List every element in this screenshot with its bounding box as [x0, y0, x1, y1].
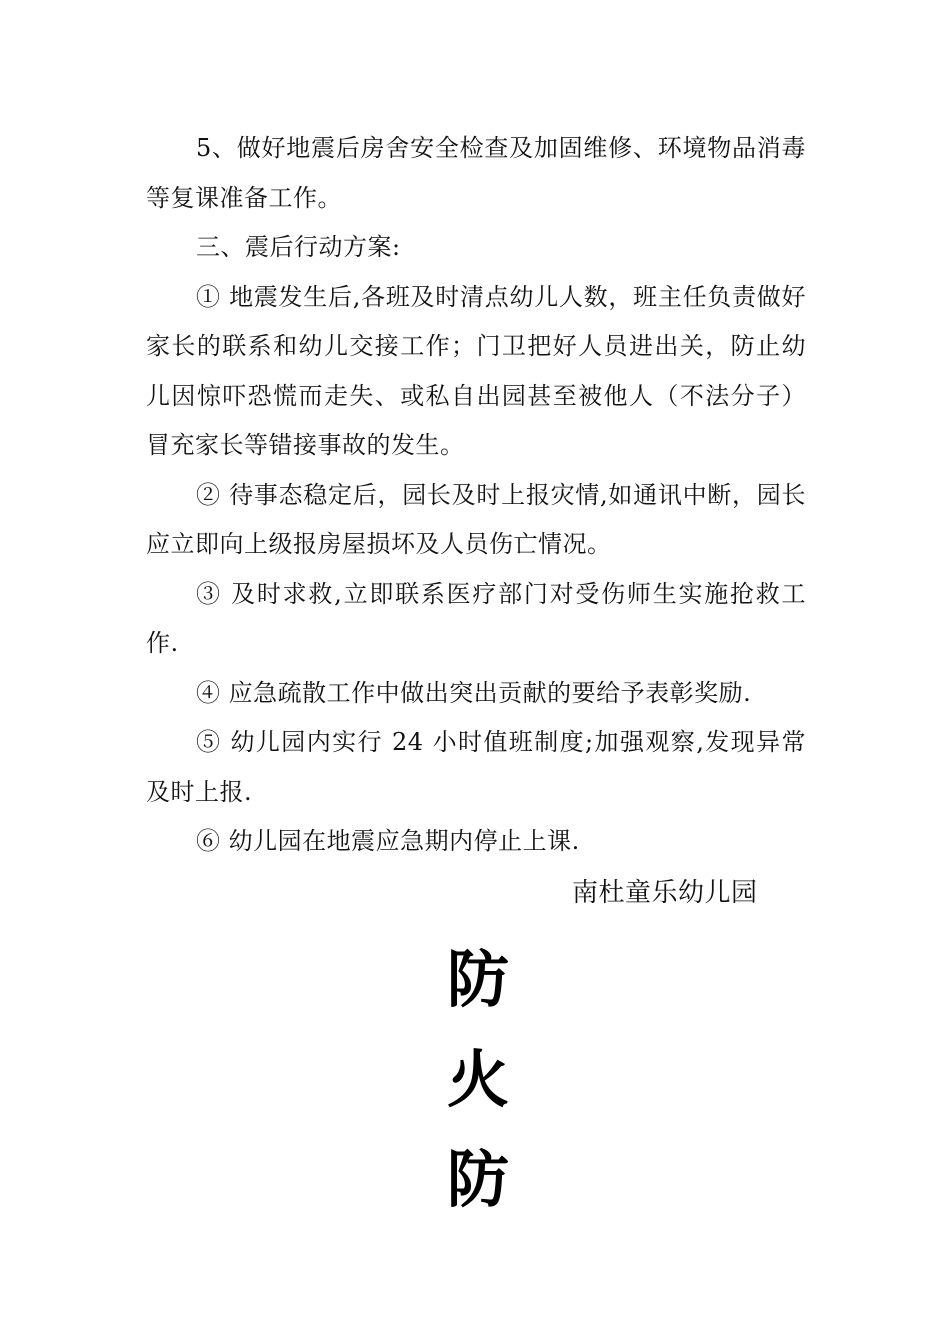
paragraph-repair-preparation: 5、做好地震后房舍安全检查及加固维修、环境物品消毒等复课准备工作。	[146, 134, 806, 212]
document-body	[146, 124, 806, 867]
paragraph-step-5: ⑤ 幼儿园内实行 24 小时值班制度;加强观察,发现异常及时上报.	[146, 728, 806, 806]
section-heading-post-quake-plan: 三、震后行动方案:	[196, 233, 401, 261]
title-char-3: 防	[446, 1143, 509, 1216]
title-char-1: 防	[446, 943, 509, 1016]
paragraph-step-3: ③ 及时求救,立即联系医疗部门对受伤师生实施抢救工作.	[146, 579, 806, 657]
next-section-title	[418, 930, 538, 1230]
signature-kindergarten-name: 南杜童乐幼儿园	[572, 878, 758, 908]
paragraph-step-6: ⑥ 幼儿园在地震应急期内停止上课.	[196, 827, 580, 855]
paragraph-step-4: ④ 应急疏散工作中做出突出贡献的要给予表彰奖励.	[196, 678, 752, 707]
title-char-2: 火	[446, 1043, 509, 1116]
paragraph-step-2: ② 待事态稳定后，园长及时上报灾情,如通讯中断，园长应立即向上级报房屋损坏及人员伤亡情况。	[146, 480, 806, 558]
paragraph-step-1: ① 地震发生后,各班及时清点幼儿人数，班主任负责做好家长的联系和幼儿交接工作；门卫把好人员进出关，防止幼儿因惊吓恐慌而走失、或私自出园甚至被他人（不法分子）冒充家长等错接事故的发生。	[146, 282, 806, 459]
